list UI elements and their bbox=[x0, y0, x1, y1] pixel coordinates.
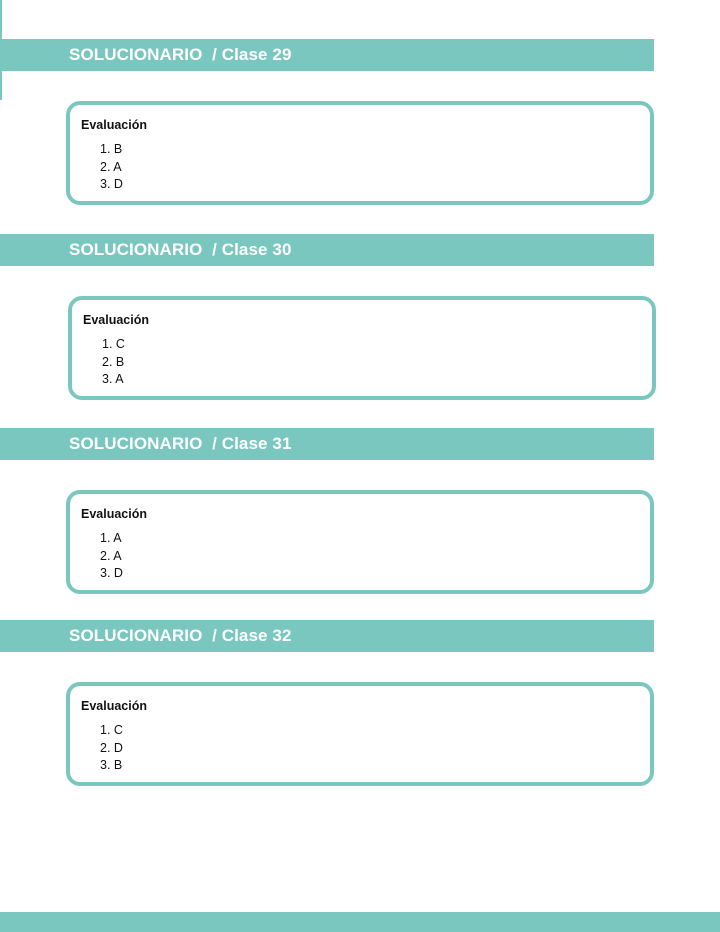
answer-item: 3. A bbox=[102, 372, 124, 386]
answer-card bbox=[68, 296, 656, 400]
section-header-bar bbox=[0, 234, 654, 266]
answer-item: 1. C bbox=[102, 337, 125, 351]
answer-item: 1. C bbox=[100, 723, 123, 737]
answer-item: 3. D bbox=[100, 566, 123, 580]
section-header-bar bbox=[0, 39, 654, 71]
section-header-bar bbox=[0, 428, 654, 460]
answer-item: 2. B bbox=[102, 354, 125, 369]
card-heading: Evaluación bbox=[81, 118, 147, 132]
answer-item: 2. A bbox=[100, 159, 122, 174]
answer-item: 1. B bbox=[100, 142, 123, 156]
answer-list bbox=[100, 722, 123, 775]
answer-item: 1. A bbox=[100, 531, 122, 545]
answer-card bbox=[66, 682, 654, 786]
answer-card bbox=[66, 490, 654, 594]
answer-card bbox=[66, 101, 654, 205]
answer-item: 3. B bbox=[100, 758, 123, 772]
answer-item: 3. D bbox=[100, 177, 123, 191]
section-title: SOLUCIONARIO / Clase 31 bbox=[69, 434, 292, 453]
answer-item: 2. A bbox=[100, 548, 122, 563]
section-title: SOLUCIONARIO / Clase 30 bbox=[69, 240, 292, 259]
answer-item: 2. D bbox=[100, 740, 123, 755]
section-title: SOLUCIONARIO / Clase 29 bbox=[69, 45, 292, 64]
answer-list bbox=[100, 141, 123, 194]
answer-list bbox=[100, 530, 123, 583]
footer-accent-strip bbox=[0, 912, 720, 932]
section-header-bar bbox=[0, 620, 654, 652]
card-heading: Evaluación bbox=[81, 699, 147, 713]
section-title: SOLUCIONARIO / Clase 32 bbox=[69, 626, 292, 645]
answer-list bbox=[102, 336, 125, 389]
card-heading: Evaluación bbox=[81, 507, 147, 521]
card-heading: Evaluación bbox=[83, 313, 149, 327]
